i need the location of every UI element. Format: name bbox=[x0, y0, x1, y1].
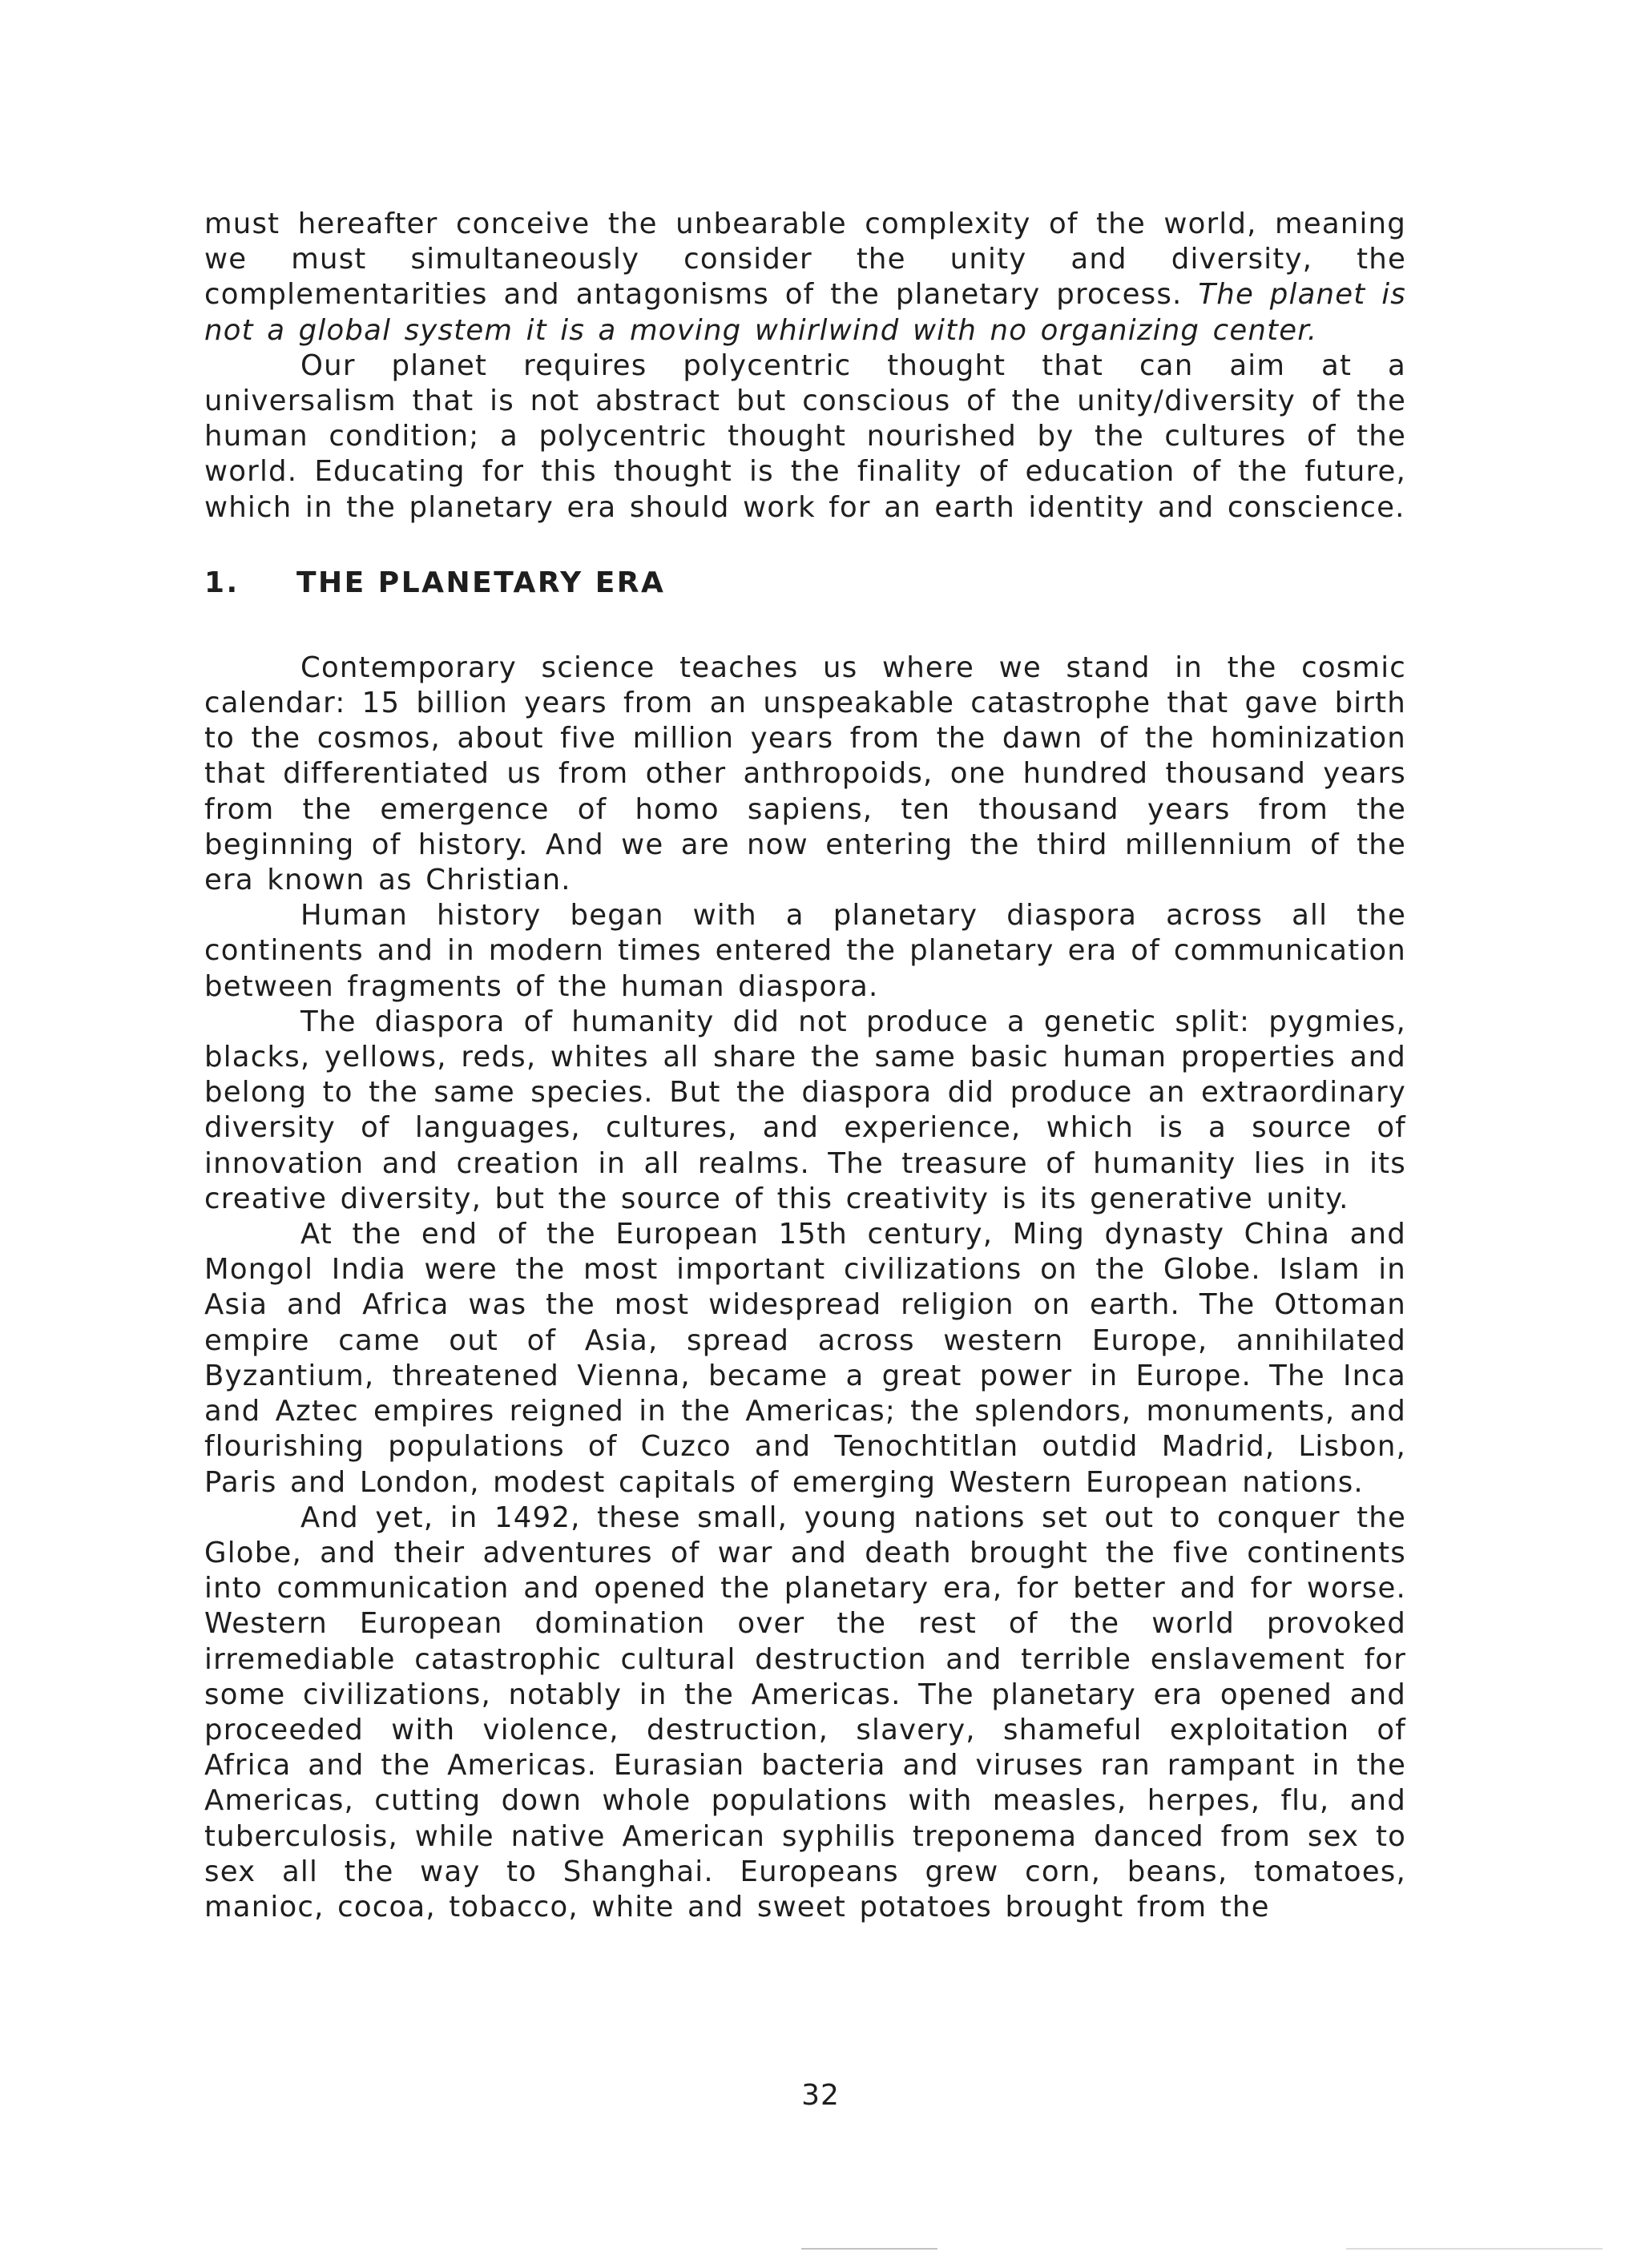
intro-italic-sentence: The planet is not a global system it is a moving whirlwind with no organizing center. bbox=[204, 278, 1406, 347]
intro-paragraph-1 bbox=[204, 207, 1406, 348]
intro-paragraph-1-text: must hereafter conceive the unbearable complexity of the world, meaning we must simultaneously consider the unity and diversity, the complementarities and antagonisms of the planetary process. bbox=[204, 207, 1406, 312]
body-paragraph-4: At the end of the European 15th century, Ming dynasty China and Mongol India were the most important civilizations on the Globe. Islam in Asia and Africa was the most widespread religion on earth. The Ottoman empire came out of Asia, spread across western Europe, annihilated Byzantium, threatened Vienna, became a great power in Europe. The Inca and Aztec empires reigned in the Americas; the splendors, monuments, and flourishing populations of Cuzco and Tenochtitlan outdid Madrid, Lisbon, Paris and London, modest capitals of emerging Western European nations. bbox=[204, 1218, 1406, 1499]
body-paragraph-1: Contemporary science teaches us where we stand in the cosmic calendar: 15 billion years from an unspeakable catastrophe that gave birth to the cosmos, about five million years from the dawn of the hominization that differentiated us from other anthropoids, one hundred thousand years from the emergence of homo sapiens, ten thousand years from the beginning of history. And we are now entering the third millennium of the era known as Christian. bbox=[204, 651, 1406, 897]
section-number: 1. bbox=[204, 566, 240, 599]
body-paragraph-5: And yet, in 1492, these small, young nations set out to conquer the Globe, and their adventures of war and death brought the five continents into communication and opened the planetary era, for better and for worse. Western European domination over the rest of the world provoked irremediable catastrophic cultural destruction and terrible enslavement for some civilizations, notably in the Americas. The planetary era opened and proceeded with violence, destruction, slavery, shameful exploitation of Africa and the Americas. Eurasian bacteria and viruses ran rampant in the Americas, cutting down whole populations with measles, herpes, flu, and tuberculosis, while native American syphilis treponema danced from sex to sex all the way to Shanghai. Europeans grew corn, beans, tomatoes, manioc, cocoa, tobacco, white and sweet potatoes brought from the bbox=[204, 1501, 1406, 1924]
page-number: 32 bbox=[801, 2079, 840, 2112]
section-title: THE PLANETARY ERA bbox=[296, 566, 666, 599]
body-paragraph-2: Human history began with a planetary diaspora across all the continents and in modern times entered the planetary era of communication between fragments of the human diaspora. bbox=[204, 899, 1406, 1003]
section-heading bbox=[204, 566, 1406, 601]
scan-artifact-line bbox=[1346, 2248, 1603, 2250]
scan-artifact-line bbox=[801, 2248, 937, 2250]
main-text-column bbox=[204, 207, 1406, 1925]
intro-paragraph-2: Our planet requires polycentric thought that can aim at a universalism that is not abstract but conscious of the unity/diversity of the human condition; a polycentric thought nourished by the cultures of the world. Educating for this thought is the finality of education of the future, which in the planetary era should work for an earth identity and conscience. bbox=[204, 348, 1406, 524]
body-paragraph-3: The diaspora of humanity did not produce a genetic split: pygmies, blacks, yellows, reds, whites all share the same basic human properties and belong to the same species. But the diaspora did produce an extraordinary diversity of languages, cultures, and experience, which is a source of innovation and creation in all realms. The treasure of humanity lies in its creative diversity, but the source of this creativity is its generative unity. bbox=[204, 1005, 1406, 1215]
